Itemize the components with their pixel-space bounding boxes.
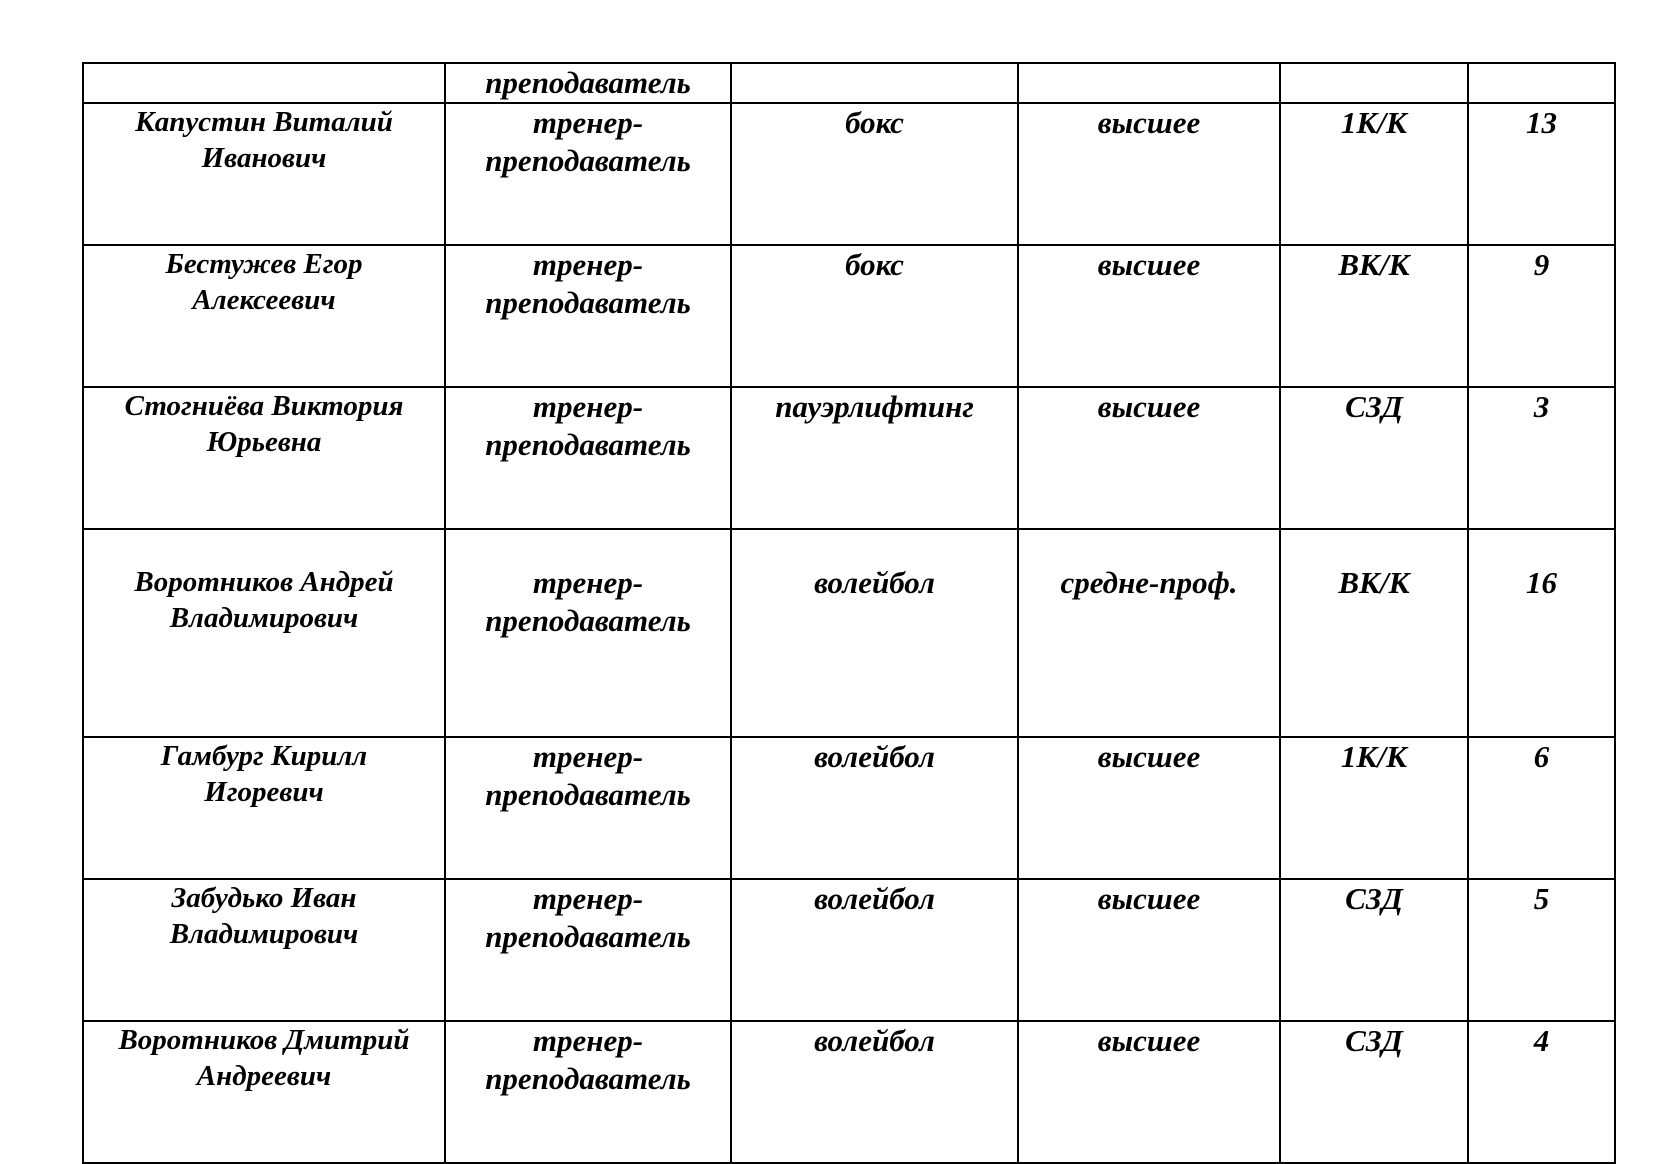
cell-sport: волейбол xyxy=(731,879,1018,1021)
cell-sport: бокс xyxy=(731,245,1018,387)
table-row xyxy=(83,1021,1615,1163)
position-line: тренер- xyxy=(532,1023,644,1058)
name-line: Воротников Андрей xyxy=(134,566,394,598)
cell-name xyxy=(83,103,445,245)
name-line: Гамбург Кирилл xyxy=(160,740,368,772)
table-row xyxy=(83,387,1615,529)
cell-education: высшее xyxy=(1018,103,1280,245)
name-line: Владимирович xyxy=(169,602,359,634)
cell-education: высшее xyxy=(1018,1021,1280,1163)
name-line: Юрьевна xyxy=(206,426,322,458)
table-row xyxy=(83,529,1615,737)
cell-name xyxy=(83,387,445,529)
name-line: Игоревич xyxy=(204,776,324,808)
cell-experience: 13 xyxy=(1468,103,1615,245)
position-line: преподаватель xyxy=(485,919,691,954)
cell-category: ВК/К xyxy=(1280,245,1468,387)
cell-sport xyxy=(731,63,1018,103)
cell-experience: 5 xyxy=(1468,879,1615,1021)
cell-position xyxy=(445,103,731,245)
cell-position xyxy=(445,387,731,529)
position-line: тренер- xyxy=(532,739,644,774)
name-line: Стогниёва Виктория xyxy=(124,390,404,422)
cell-education: средне-проф. xyxy=(1018,529,1280,737)
cell-experience: 16 xyxy=(1468,529,1615,737)
table-row-continued xyxy=(83,63,1615,103)
cell-experience: 4 xyxy=(1468,1021,1615,1163)
cell-education: высшее xyxy=(1018,737,1280,879)
cell-position xyxy=(445,879,731,1021)
position-line: тренер- xyxy=(532,565,644,600)
cell-experience: 9 xyxy=(1468,245,1615,387)
cell-category: 1К/К xyxy=(1280,103,1468,245)
cell-category: 1К/К xyxy=(1280,737,1468,879)
table-row xyxy=(83,245,1615,387)
cell-name xyxy=(83,529,445,737)
cell-experience: 6 xyxy=(1468,737,1615,879)
cell-name xyxy=(83,245,445,387)
cell-sport: волейбол xyxy=(731,737,1018,879)
cell-position: преподаватель xyxy=(445,63,731,103)
table-row xyxy=(83,879,1615,1021)
cell-sport: бокс xyxy=(731,103,1018,245)
cell-category: ВК/К xyxy=(1280,529,1468,737)
cell-category: СЗД xyxy=(1280,879,1468,1021)
position-line: преподаватель xyxy=(485,1061,691,1096)
table-row xyxy=(83,103,1615,245)
name-line: Бестужев Егор xyxy=(165,248,363,280)
position-line: тренер- xyxy=(532,105,644,140)
cell-experience: 3 xyxy=(1468,387,1615,529)
cell-sport: пауэрлифтинг xyxy=(731,387,1018,529)
cell-education: высшее xyxy=(1018,245,1280,387)
position-line: тренер- xyxy=(532,247,644,282)
name-line: Владимирович xyxy=(169,918,359,950)
cell-category xyxy=(1280,63,1468,103)
position-line: преподаватель xyxy=(485,285,691,320)
name-line: Иванович xyxy=(201,142,327,174)
position-line: преподаватель xyxy=(485,777,691,812)
name-line: Забудько Иван xyxy=(171,882,357,914)
position-line: тренер- xyxy=(532,389,644,424)
table-row xyxy=(83,737,1615,879)
name-line: Алексеевич xyxy=(192,284,336,316)
cell-position xyxy=(445,245,731,387)
cell-position xyxy=(445,1021,731,1163)
position-line: преподаватель xyxy=(485,427,691,462)
cell-sport: волейбол xyxy=(731,1021,1018,1163)
name-line: Воротников Дмитрий xyxy=(118,1024,410,1056)
staff-table xyxy=(82,62,1616,1164)
position-line: преподаватель xyxy=(485,603,691,638)
cell-sport: волейбол xyxy=(731,529,1018,737)
position-line: преподаватель xyxy=(485,143,691,178)
cell-name xyxy=(83,737,445,879)
name-line: Андреевич xyxy=(196,1060,332,1092)
position-line: тренер- xyxy=(532,881,644,916)
cell-education: высшее xyxy=(1018,387,1280,529)
cell-category: СЗД xyxy=(1280,387,1468,529)
cell-education: высшее xyxy=(1018,879,1280,1021)
name-line: Капустин Виталий xyxy=(135,106,393,138)
cell-experience xyxy=(1468,63,1615,103)
cell-name xyxy=(83,1021,445,1163)
cell-name xyxy=(83,879,445,1021)
cell-position xyxy=(445,529,731,737)
cell-education xyxy=(1018,63,1280,103)
cell-category: СЗД xyxy=(1280,1021,1468,1163)
cell-name xyxy=(83,63,445,103)
cell-position xyxy=(445,737,731,879)
